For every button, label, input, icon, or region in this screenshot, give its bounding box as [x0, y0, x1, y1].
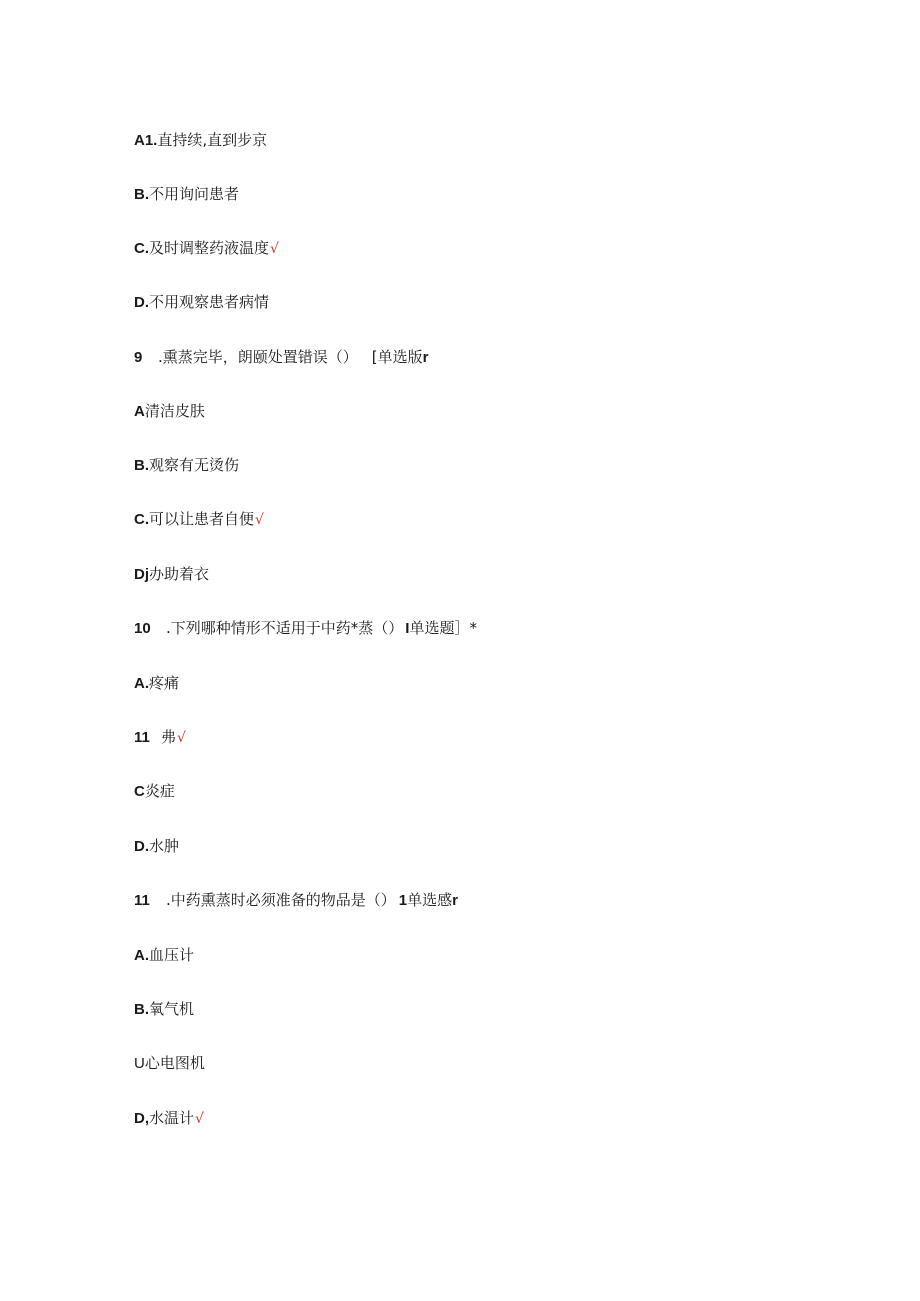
question-tag: I [405, 620, 410, 637]
option-d-line [134, 1106, 204, 1130]
option-d-line [134, 562, 209, 586]
option-prefix: Dj [134, 566, 149, 583]
option-text: 氧气机 [149, 1000, 195, 1018]
option-text: 水温计 [149, 1109, 195, 1127]
check-mark-icon: √ [195, 1111, 204, 1127]
option-a-line [134, 943, 194, 967]
option-text: 不用询问患者 [149, 185, 240, 203]
question-tag-end: r [452, 892, 458, 909]
option-prefix: C [134, 783, 145, 800]
option-a-line [134, 399, 205, 423]
question-tag-rest: 单选题］* [409, 619, 477, 637]
option-prefix: D, [134, 1110, 149, 1127]
option-text: 水肿 [149, 837, 180, 855]
option-d-line [134, 834, 179, 858]
option-c-line [134, 236, 279, 260]
option-text: 办助着衣 [149, 565, 210, 583]
option-b-line [134, 453, 239, 477]
option-prefix: C. [134, 240, 149, 257]
option-d-line [134, 290, 269, 314]
question-tag-rest: 单选感 [407, 891, 453, 909]
option-c-line [134, 779, 175, 803]
option-text: 疼痛 [149, 674, 180, 692]
option-prefix: D. [134, 294, 149, 311]
question-text: .下列哪种情形不适用于中药*蒸（） [166, 619, 404, 637]
option-c-line [134, 507, 264, 531]
option-text: 清洁皮肤 [144, 402, 205, 420]
question-tag: [单选版 [371, 348, 423, 366]
option-b-line [134, 725, 186, 749]
option-prefix: B. [134, 186, 149, 203]
option-prefix: A. [134, 947, 149, 964]
option-text: 及时调整药液温度 [149, 239, 270, 257]
question-number: 9 [134, 349, 143, 366]
check-mark-icon: √ [255, 512, 264, 528]
check-mark-icon: √ [177, 730, 186, 746]
option-text: 不用观察患者病情 [149, 293, 270, 311]
question-number: 10 [134, 620, 151, 637]
check-mark-icon: √ [270, 241, 279, 257]
option-prefix: A [134, 403, 145, 420]
option-prefix: B. [134, 1001, 149, 1018]
question-tag: 1 [398, 892, 408, 909]
option-prefix: D. [134, 838, 149, 855]
option-prefix: B. [134, 457, 149, 474]
option-prefix: A. [134, 675, 149, 692]
option-a-line [134, 671, 179, 695]
option-prefix: A1. [134, 132, 158, 149]
question-11 [134, 888, 458, 912]
option-text: 可以让患者自便 [149, 510, 255, 528]
option-prefix: U [134, 1055, 145, 1072]
option-text: 血压计 [149, 946, 195, 964]
option-text: 炎症 [144, 782, 175, 800]
question-9 [134, 345, 428, 369]
option-prefix: 11 [134, 729, 150, 746]
question-text: .中药熏蒸时必须准备的物品是（） [166, 891, 396, 909]
option-text: 心电图机 [144, 1054, 205, 1072]
option-b-line [134, 997, 194, 1021]
option-text: 直持续,直到步京 [157, 131, 268, 149]
option-b-line [134, 182, 239, 206]
option-c-line [134, 1051, 205, 1075]
question-text: .熏蒸完毕，朗颐处置错误（） [158, 348, 358, 366]
option-text: 弗 [161, 728, 177, 746]
question-10 [134, 616, 477, 640]
option-a-line [134, 128, 267, 152]
question-tag-end: r [422, 349, 429, 366]
question-number: 11 [134, 892, 150, 909]
option-text: 观察有无烫伤 [149, 456, 240, 474]
option-prefix: C. [134, 511, 149, 528]
